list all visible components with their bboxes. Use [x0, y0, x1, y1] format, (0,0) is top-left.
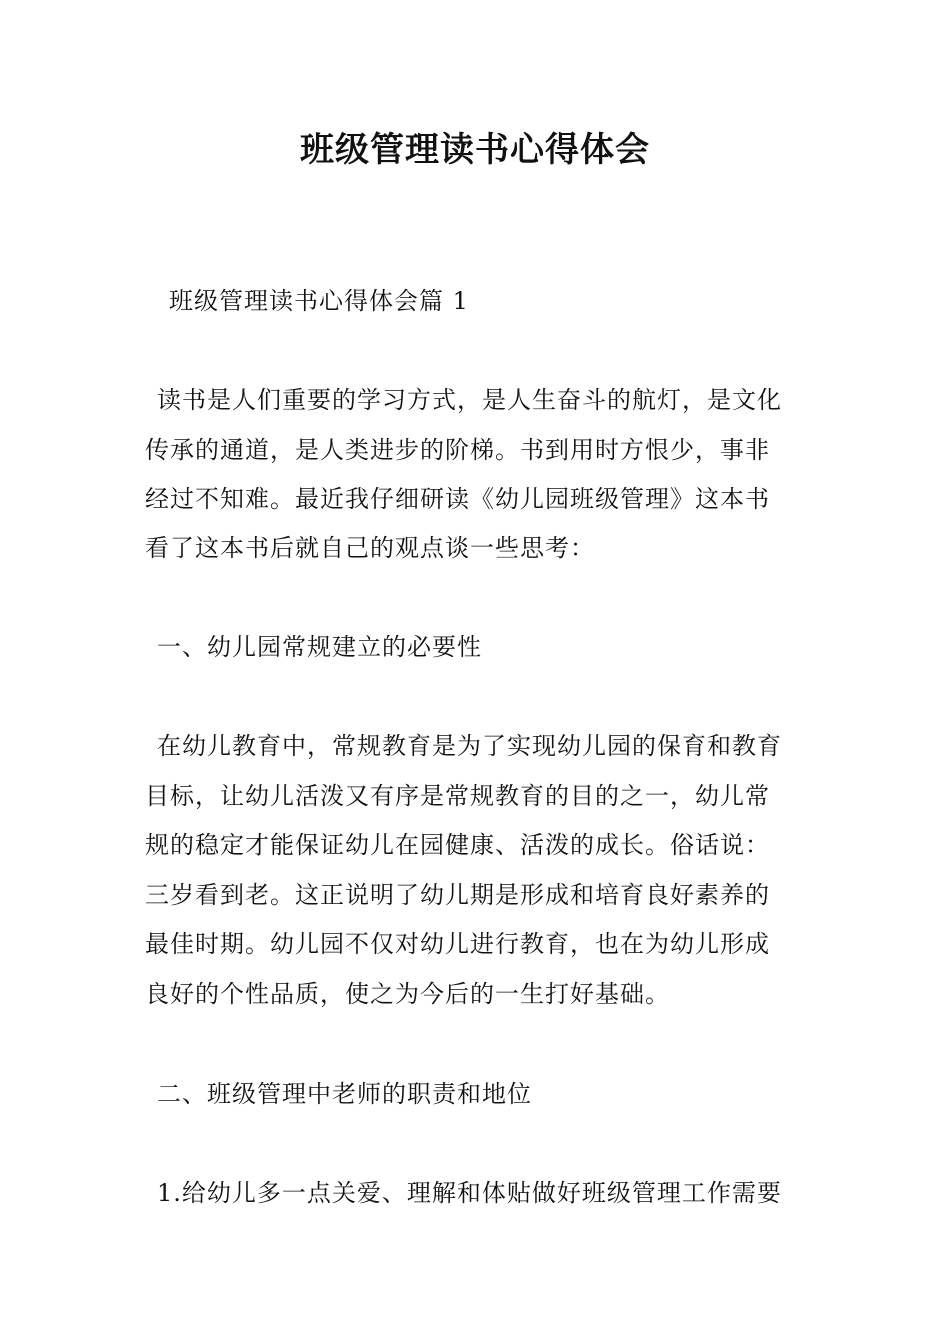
document-title: 班级管理读书心得体会 — [300, 130, 650, 170]
section-heading: 班级管理读书心得体会篇 1 — [169, 287, 469, 315]
paragraph-line: 1.给幼儿多一点关爱、理解和体贴做好班级管理工作需要 — [157, 1179, 782, 1207]
paragraph-line: 在幼儿教育中，常规教育是为了实现幼儿园的保育和教育 — [157, 732, 782, 760]
paragraph-line: 良好的个性品质，使之为今后的一生打好基础。 — [145, 980, 670, 1008]
paragraph-line: 三岁看到老。这正说明了幼儿期是形成和培育良好素养的 — [145, 881, 770, 909]
paragraph-line: 经过不知难。最近我仔细研读《幼儿园班级管理》这本书 — [145, 485, 770, 513]
paragraph-line: 目标，让幼儿活泼又有序是常规教育的目的之一，幼儿常 — [145, 782, 770, 810]
paragraph-line: 最佳时期。幼儿园不仅对幼儿进行教育，也在为幼儿形成 — [145, 930, 770, 958]
paragraph-line: 规的稳定才能保证幼儿在园健康、活泼的成长。俗话说： — [145, 831, 770, 859]
paragraph-line: 看了这本书后就自己的观点谈一些思考： — [145, 534, 595, 562]
paragraph-line: 读书是人们重要的学习方式，是人生奋斗的航灯，是文化 — [157, 386, 782, 414]
heading-1: 一、幼儿园常规建立的必要性 — [157, 633, 482, 661]
heading-2: 二、班级管理中老师的职责和地位 — [157, 1080, 532, 1108]
paragraph-line: 传承的通道，是人类进步的阶梯。书到用时方恨少，事非 — [145, 436, 770, 464]
